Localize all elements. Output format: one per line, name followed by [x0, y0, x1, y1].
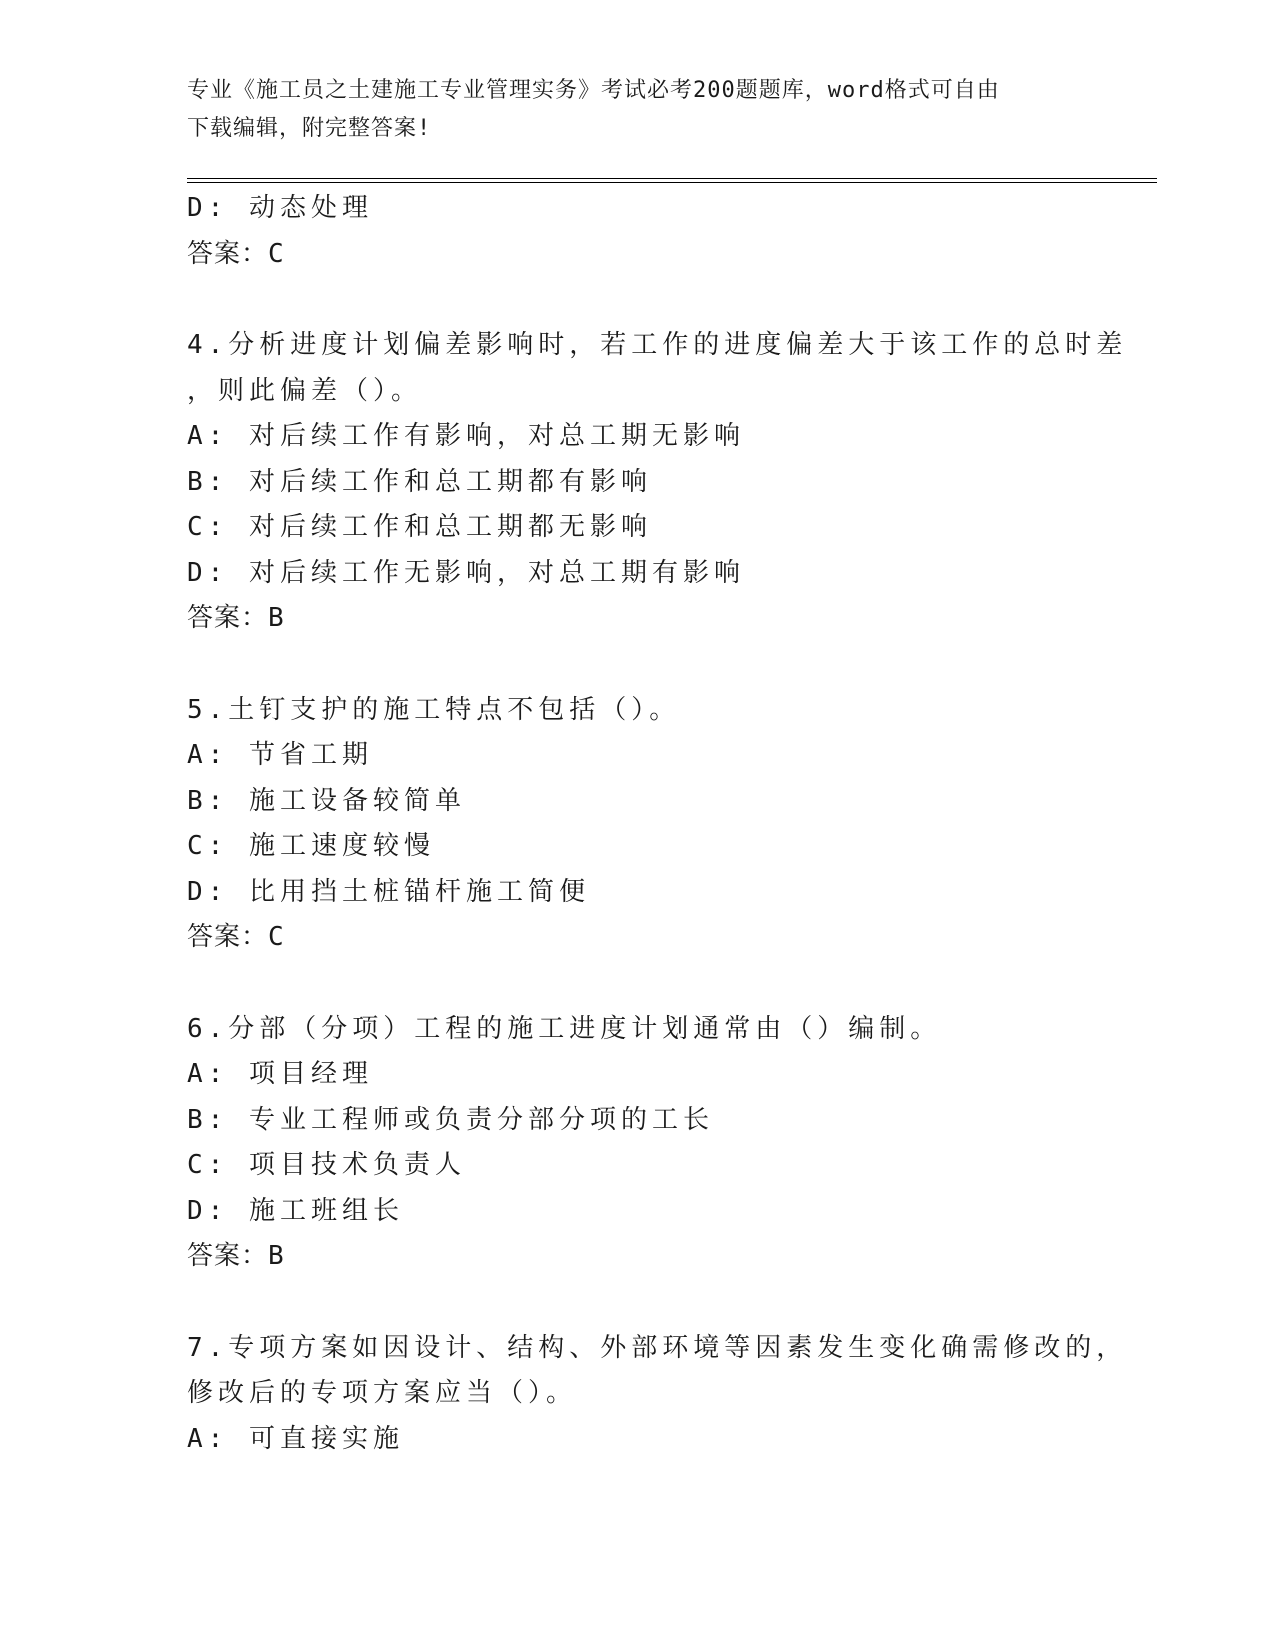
document-page	[187, 0, 1157, 1650]
spacer	[187, 961, 1157, 1007]
question-5	[187, 688, 1157, 961]
option-c: C: 对后续工作和总工期都无影响	[187, 512, 652, 542]
option-d: D: 比用挡土桩锚杆施工简便	[187, 876, 590, 907]
question-title: 4.分析进度计划偏差影响时，若工作的进度偏差大于该工作的总时差	[187, 330, 1128, 360]
question-title-cont: ，则此偏差（）。	[187, 375, 423, 406]
option-a: A: 项目经理	[187, 1059, 373, 1089]
question-4	[187, 323, 1157, 642]
option-a: A: 对后续工作有影响，对总工期无影响	[187, 421, 745, 451]
document-header	[187, 72, 1087, 148]
header-line-1: 专业《施工员之土建施工专业管理实务》考试必考200题题库，word格式可自由	[187, 78, 1000, 103]
answer: 答案：B	[187, 1241, 285, 1271]
answer: 答案：B	[187, 603, 285, 633]
option-b: B: 对后续工作和总工期都有影响	[187, 466, 652, 497]
question-title: 6.分部（分项）工程的施工进度计划通常由（）编制。	[187, 1013, 942, 1044]
question-list	[187, 186, 1157, 1462]
question-title-cont: 修改后的专项方案应当（）。	[187, 1378, 578, 1408]
option-a: A: 可直接实施	[187, 1423, 404, 1454]
option-b: B: 专业工程师或负责分部分项的工长	[187, 1104, 714, 1135]
option-c: C: 项目技术负责人	[187, 1150, 466, 1180]
question-title: 5.土钉支护的施工特点不包括（）。	[187, 694, 681, 725]
option-d: D: 动态处理	[187, 193, 373, 223]
answer: 答案：C	[187, 922, 285, 952]
question-6	[187, 1007, 1157, 1280]
header-divider	[187, 178, 1157, 183]
option-d: D: 施工班组长	[187, 1195, 404, 1226]
spacer	[187, 642, 1157, 688]
question-3-tail	[187, 186, 1157, 277]
question-title: 7.专项方案如因设计、结构、外部环境等因素发生变化确需修改的，	[187, 1332, 1128, 1363]
option-d: D: 对后续工作无影响，对总工期有影响	[187, 557, 745, 588]
option-a: A: 节省工期	[187, 740, 373, 770]
spacer	[187, 1280, 1157, 1326]
option-c: C: 施工速度较慢	[187, 831, 435, 861]
question-7	[187, 1326, 1157, 1463]
option-b: B: 施工设备较简单	[187, 785, 466, 816]
header-line-2: 下载编辑，附完整答案!	[187, 116, 432, 141]
spacer	[187, 277, 1157, 323]
answer: 答案：C	[187, 238, 285, 269]
